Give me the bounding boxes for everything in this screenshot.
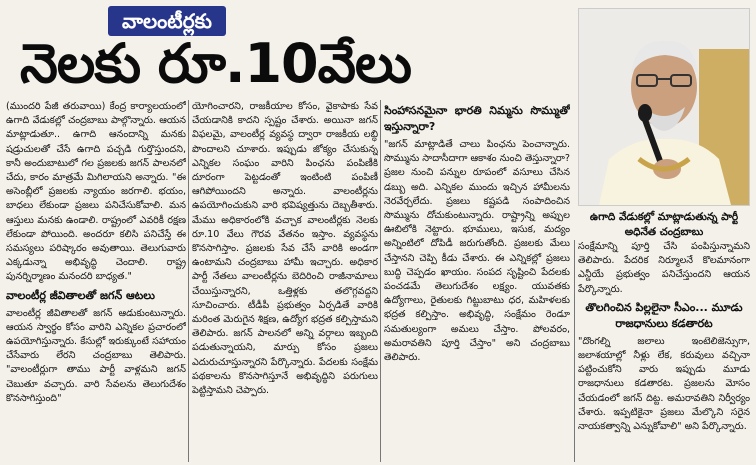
column-divider bbox=[574, 240, 575, 462]
kicker-banner: వాలంటీర్లకు bbox=[108, 6, 226, 36]
paragraph: "జగన్ మాట్లాడితే చాలు పింఛను పెంచాన్నారు. సొమ్మును సాదాసీదాగా ఆకాశం నుంచి తెస్తున్నారా? ప్రజల నుంచి పన్నుల రూపంలో వసూలు చేసిన డబ్బు అది. ఎన్నికల ముందు ఇచ్చిన హామీలను నెరవేర్చలేదు. ప్రజలు కష్టపడి సంపాదించిన సొమ్మును దోచుకుంటున్నారు. రాష్ట్రాన్ని అప్పుల ఊబిలోకి నెట్టారు. భూములు, ఇసుక, మద్యం అన్నింటిలో దోపిడీ జరుగుతోంది. ప్రజలకు మేలు చేస్తానని చెప్పి కీడు చేశారు. ఈ ఎన్నికల్లో ప్రజలు బుద్ధి చెప్పడం ఖాయం. సంపద సృష్టించి పేదలకు పంచడమే తెలుగుదేశం లక్ష్యం. యువతకు ఉద్యోగాలు, రైతులకు గిట్టుబాటు ధర, మహిళలకు భద్రత కల్పిస్తాం. అభివృద్ధి, సంక్షేమం రెండూ సమతుల్యంగా అమలు చేస్తాం. పోలవరం, అమరావతిని పూర్తి చేస్తాం" అని చంద్రబాబు తెలిపారు. bbox=[384, 139, 570, 364]
portrait-illustration bbox=[579, 9, 749, 205]
headline: నెలకు రూ.10వేలు bbox=[20, 32, 411, 95]
paragraph: "దొంగల్ని జలాలు ఇంటెలిజెన్సుగా, జలాశయాల్లో నీళ్లు లేక, కరువులు వచ్చినా పట్టించుకోని వారు ఇప్పుడు మూడు రాజధానులు కడతారట. ప్రజలను మోసం చేయడంలో జగన్ దిట్ట. అమరావతిని నిర్వీర్యం చేశారు. ఇప్పటికైనా ప్రజలు మేల్కొని సరైన నాయకత్వాన్ని ఎన్నుకోవాలి" అని పేర్కొన్నారు. bbox=[578, 335, 750, 433]
photo-caption: ఉగాది వేడుకల్లో మాట్లాడుతున్న పార్టీ అధినేత చంద్రబాబు bbox=[589, 211, 739, 238]
paragraph: (ముందరి పేజీ తరువాయి) కేంద్ర కార్యాలయంలో ఉగాది వేడుకల్లో చంద్రబాబు పాల్గొన్నారు. ఆయన మాట్లాడుతూ.. ఉగాది ఆనందాన్ని మనకు షడ్రుచులతో చేసే ఉగాది పచ్చడి గుర్తొస్తుందని, కానీ అందుబాటులో గల ప్రజలకు జగన్ పాలనలో చేదు, కారం మాత్రమే మిగిలాయని అన్నారు. "ఈ అసెంబ్లీలో ప్రజలకు న్యాయం జరగాలి. భయం, బాధలు లేకుండా ప్రజలు పనిచేసుకోవాలి. మన ఆస్తులు మనకు ఉండాలి. రాష్ట్రంలో ఎవరికీ రక్షణ లేకుండా పోయింది. అందరూ కలిసి పనిచేస్తే ఈ సమస్యలు పరిష్కారం అవుతాయి. తెలుగువారు ఎక్కడున్నా అభివృద్ధి చెందాలి. రాష్ట్ర పునర్నిర్మాణం మనందరి బాధ్యత." bbox=[6, 101, 186, 283]
article-column-4 bbox=[578, 240, 750, 462]
subheading: సింహాసనమైనా భారతి నిమ్మను సొమ్ముతో ఇస్తున్నారా? bbox=[384, 104, 570, 133]
paragraph: వాలంటీర్ల జీవితాలతో జగన్ ఆడుకుంటున్నారు. ఆయన స్వార్థం కోసం వారిని ఎన్నికల ప్రచారంలో ఉపయోగిస్తున్నారు. కేసుల్లో ఇరుక్కుంటే సహాయం చేసేవారు లేరని చంద్రబాబు తెలిపారు. "వాలంటీర్లుగా తాము పార్టీ వాళ్లమని జగన్ చెబుతూ వచ్చారు. వారి సేవలను తెలుగుదేశం కొనసాగిస్తుంది" bbox=[6, 307, 186, 404]
article-column-1 bbox=[6, 100, 186, 462]
photo-chandrababu bbox=[578, 8, 750, 206]
paragraph: సంక్షేమాన్ని పూర్తి చేసి పంపిస్తున్నామని తెలిపారు. పేదరిక నిర్మూలనే కొలమానంగా ఎన్డీయే ప్రభుత్వం పనిచేస్తుందని ఆయన పేర్కొన్నారు. bbox=[578, 241, 750, 295]
subheading: వాలంటీర్ల జీవితాలతో జగన్ ఆటలు bbox=[6, 288, 155, 302]
column-divider bbox=[380, 100, 381, 462]
column-divider bbox=[188, 100, 189, 462]
subheading: తొలగించిన పిల్లలైనా సీఎం... మూడు రాజధానులు కడతారట bbox=[585, 300, 743, 330]
article-column-3 bbox=[384, 100, 570, 462]
paragraph: యోగించారని, రాజకీయాల కోసం, వైకాపాకు సేవ చేయడానికి కాదని స్పష్టం చేశారు. అయినా జగన్ విఫలమై, వాలంటీర్ల వ్యవస్థ ద్వారా రాజకీయ లబ్ధి పొందాలని చూశారు. ఇప్పుడు జోక్యం చేసుకున్న ఎన్నికల సంఘం వారిని పింఛను పంపిణీకి దూరంగా పెట్టడంతో ఇంటింటి పంపిణీ ఆగిపోయిందని అన్నారు. వాలంటీర్లను ఉపయోగించుకుని వారి భవిష్యత్తును దెబ్బతీశారు. మేము అధికారంలోకి వచ్చాక వాలంటీర్లకు నెలకు రూ.10 వేలు గౌరవ వేతనం ఇస్తాం. వ్యవస్థను కొనసాగిస్తాం. ప్రజలకు సేవ చేసే వారికి అండగా ఉంటామని చంద్రబాబు హామీ ఇచ్చారు. అధికార పార్టీ నేతలు వాలంటీర్లను బెదిరించి రాజీనామాలు చేయిస్తున్నారని, ఒత్తిళ్లకు తలొగ్గవద్దని సూచించారు. టీడీపీ ప్రభుత్వం ఏర్పడితే వారికి మరింత మెరుగైన శిక్షణ, ఉద్యోగ భద్రత కల్పిస్తామని తెలిపారు. జగన్ పాలనలో అన్ని వర్గాలు ఇబ్బంది పడుతున్నాయని, మార్పు కోసం ప్రజలు ఎదురుచూస్తున్నారని పేర్కొన్నారు. పేదలకు సంక్షేమ పథకాలను కొనసాగిస్తూనే అభివృద్ధిని పరుగులు పెట్టిస్తామని చెప్పారు. bbox=[192, 101, 378, 397]
article-column-2 bbox=[192, 100, 378, 462]
